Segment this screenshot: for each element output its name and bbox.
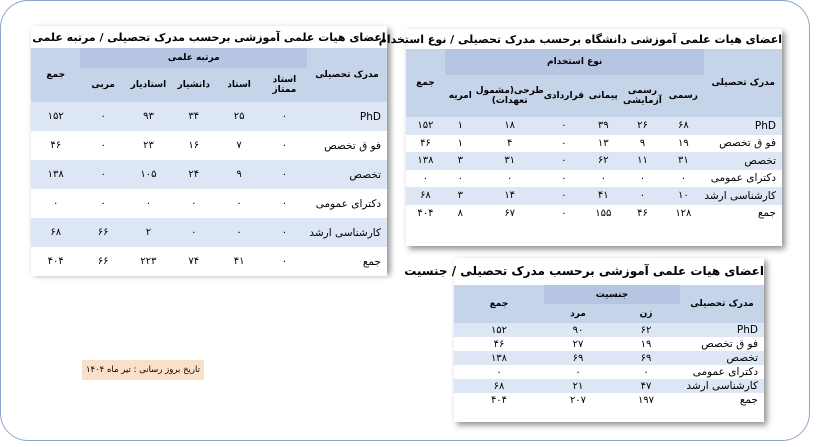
table-cell: ۹۰ — [544, 323, 612, 337]
table-cell: ۰ — [623, 170, 663, 188]
table-cell: ۱ — [445, 135, 476, 153]
table-cell: ۰ — [584, 170, 623, 188]
left-column-header: مربی — [80, 68, 125, 102]
row-total: ۴۶ — [454, 337, 544, 351]
table-cell: ۱۲۸ — [662, 205, 704, 223]
table-cell: ۰ — [80, 102, 125, 131]
table-cell: ۱۰۵ — [126, 160, 171, 189]
table-cell: ۲۷ — [544, 337, 612, 351]
table-cell: ۰ — [80, 160, 125, 189]
table-cell: ۴۶ — [623, 205, 663, 223]
right-column-header: رسمی — [662, 75, 704, 117]
table-cell: ۶۷ — [476, 205, 544, 223]
row-total: ۰ — [454, 365, 544, 379]
rank-table-panel — [31, 26, 387, 272]
row-total: ۴۰۴ — [406, 205, 445, 223]
table-cell: ۰ — [171, 218, 216, 247]
row-label: کارشناسی ارشد — [307, 218, 387, 247]
table-row — [454, 393, 764, 407]
gender-table — [454, 285, 764, 407]
table-cell: ۰ — [126, 189, 171, 218]
row-total: ۱۵۲ — [406, 117, 445, 135]
table-cell: ۹۳ — [126, 102, 171, 131]
rank-group-header: مرتبه علمی — [80, 48, 307, 68]
table-cell: ۰ — [262, 247, 307, 276]
row-label: جمع — [680, 393, 764, 407]
gender-column-header: زن — [612, 304, 680, 323]
table-cell: ۲۰۷ — [544, 393, 612, 407]
table-cell: ۲۴ — [171, 160, 216, 189]
left-column-header: استاد — [216, 68, 261, 102]
table-cell: ۰ — [262, 102, 307, 131]
table-cell: ۶۶ — [80, 218, 125, 247]
table-cell: ۹ — [216, 160, 261, 189]
table-cell: ۰ — [544, 187, 584, 205]
employment-group-header: نوع استخدام — [445, 49, 704, 75]
gender-table-title: اعضای هیات علمی آموزشی برحسب مدرک تحصیلی / جنسیت — [404, 264, 764, 278]
row-label: جمع — [307, 247, 387, 276]
table-cell: ۹ — [623, 135, 663, 153]
row-total: ۴۶ — [31, 131, 80, 160]
row-label: تخصص — [704, 152, 782, 170]
table-cell: ۲۵ — [216, 102, 261, 131]
table-row — [406, 152, 782, 170]
table-cell: ۱۱ — [623, 152, 663, 170]
table-row — [454, 379, 764, 393]
row-total: ۱۳۸ — [454, 351, 544, 365]
table-cell: ۰ — [544, 365, 612, 379]
employment-table — [406, 49, 782, 222]
right-column-header: پیمانی — [584, 75, 623, 117]
table-cell: ۳۱ — [662, 152, 704, 170]
table-cell: ۰ — [262, 131, 307, 160]
table-cell: ۳ — [445, 152, 476, 170]
row-total: ۶۸ — [454, 379, 544, 393]
rank-total-header: جمع — [31, 48, 80, 102]
table-cell: ۲۳ — [126, 131, 171, 160]
table-cell: ۴ — [476, 135, 544, 153]
table-cell: ۰ — [80, 131, 125, 160]
row-total: ۱۵۲ — [454, 323, 544, 337]
row-label: دکترای عمومی — [704, 170, 782, 188]
row-label: PhD — [307, 102, 387, 131]
table-cell: ۰ — [544, 135, 584, 153]
table-cell: ۸ — [445, 205, 476, 223]
table-cell: ۰ — [544, 117, 584, 135]
table-cell: ۰ — [544, 205, 584, 223]
row-total: ۴۰۴ — [454, 393, 544, 407]
table-cell: ۱۶ — [171, 131, 216, 160]
table-cell: ۶۲ — [612, 323, 680, 337]
table-cell: ۱۸ — [476, 117, 544, 135]
table-cell: ۰ — [216, 218, 261, 247]
right-column-header: طرحی(مشمول تعهدات) — [476, 75, 544, 117]
table-cell: ۳۱ — [476, 152, 544, 170]
employment-table-title: اعضای هیات علمی آموزشی دانشگاه برحسب مدرک تحصیلی / نوع استخدام — [378, 33, 782, 46]
gender-total-header: جمع — [454, 285, 544, 323]
table-cell: ۶۸ — [662, 117, 704, 135]
table-row — [454, 365, 764, 379]
table-row — [406, 170, 782, 188]
table-row — [31, 189, 387, 218]
row-total: ۱۳۸ — [31, 160, 80, 189]
employment-table-panel — [378, 29, 782, 246]
row-total: ۶۸ — [31, 218, 80, 247]
table-row — [406, 135, 782, 153]
table-row — [31, 131, 387, 160]
row-label: PhD — [680, 323, 764, 337]
table-row — [31, 160, 387, 189]
left-column-header: استادیار — [126, 68, 171, 102]
table-cell: ۶۶ — [80, 247, 125, 276]
row-total: ۱۵۲ — [31, 102, 80, 131]
table-row — [406, 117, 782, 135]
row-total: ۰ — [31, 189, 80, 218]
table-row — [454, 323, 764, 337]
row-label: دکترای عمومی — [680, 365, 764, 379]
table-cell: ۰ — [262, 189, 307, 218]
table-row — [406, 205, 782, 223]
table-row — [454, 351, 764, 365]
table-cell: ۰ — [80, 189, 125, 218]
rank-table — [31, 48, 387, 276]
row-label: دکترای عمومی — [307, 189, 387, 218]
table-row — [31, 218, 387, 247]
right-column-header: رسمی آزمایشی — [623, 75, 663, 117]
row-label: فو ق تخصص — [307, 131, 387, 160]
table-cell: ۲۶ — [623, 117, 663, 135]
row-label: فو ق تخصص — [680, 337, 764, 351]
table-cell: ۱۹ — [662, 135, 704, 153]
table-cell: ۳ — [445, 187, 476, 205]
table-cell: ۰ — [476, 170, 544, 188]
gender-degree-header: مدرک تحصیلی — [680, 285, 764, 323]
table-cell: ۷ — [216, 131, 261, 160]
table-cell: ۳۴ — [171, 102, 216, 131]
row-label: PhD — [704, 117, 782, 135]
table-cell: ۴۱ — [216, 247, 261, 276]
table-cell: ۱۹۷ — [612, 393, 680, 407]
row-total: ۴۶ — [406, 135, 445, 153]
table-cell: ۰ — [544, 170, 584, 188]
table-row — [31, 247, 387, 276]
right-column-header: قراردادی — [544, 75, 584, 117]
row-label: کارشناسی ارشد — [704, 187, 782, 205]
table-cell: ۶۲ — [584, 152, 623, 170]
left-column-header: استاد ممتاز — [262, 68, 307, 102]
table-cell: ۲۲۳ — [126, 247, 171, 276]
update-date-note: تاریخ بروز رسانی : تیر ماه ۱۴۰۴ — [82, 360, 204, 380]
table-cell: ۶۹ — [544, 351, 612, 365]
table-row — [31, 102, 387, 131]
table-cell: ۰ — [623, 187, 663, 205]
table-row — [454, 337, 764, 351]
right-column-header: امریه — [445, 75, 476, 117]
table-cell: ۱۴ — [476, 187, 544, 205]
table-cell: ۰ — [262, 218, 307, 247]
table-cell: ۲۱ — [544, 379, 612, 393]
gender-table-panel — [404, 258, 764, 422]
table-cell: ۰ — [262, 160, 307, 189]
table-cell: ۰ — [544, 152, 584, 170]
table-cell: ۲ — [126, 218, 171, 247]
row-total: ۱۳۸ — [406, 152, 445, 170]
row-label: تخصص — [680, 351, 764, 365]
row-label: کارشناسی ارشد — [680, 379, 764, 393]
table-cell: ۱ — [445, 117, 476, 135]
table-cell: ۳۹ — [584, 117, 623, 135]
left-column-header: دانشیار — [171, 68, 216, 102]
row-label: تخصص — [307, 160, 387, 189]
table-cell: ۰ — [662, 170, 704, 188]
row-label: جمع — [704, 205, 782, 223]
table-cell: ۴۷ — [612, 379, 680, 393]
table-cell: ۱۵۵ — [584, 205, 623, 223]
table-cell: ۰ — [171, 189, 216, 218]
row-label: فو ق تخصص — [704, 135, 782, 153]
gender-column-header: مرد — [544, 304, 612, 323]
table-cell: ۶۹ — [612, 351, 680, 365]
table-cell: ۱۰ — [662, 187, 704, 205]
row-total: ۰ — [406, 170, 445, 188]
row-total: ۶۸ — [406, 187, 445, 205]
employment-degree-header: مدرک تحصیلی — [704, 49, 782, 117]
gender-group-header: جنسیت — [544, 285, 680, 304]
row-total: ۴۰۴ — [31, 247, 80, 276]
table-cell: ۰ — [216, 189, 261, 218]
table-cell: ۱۳ — [584, 135, 623, 153]
employment-total-header: جمع — [406, 49, 445, 117]
table-cell: ۰ — [445, 170, 476, 188]
rank-table-title: اعضای هیات علمی آموزشی برحسب مدرک تحصیلی / مرتبه علمی — [32, 31, 386, 44]
table-cell: ۷۴ — [171, 247, 216, 276]
table-cell: ۴۱ — [584, 187, 623, 205]
table-cell: ۰ — [612, 365, 680, 379]
table-row — [406, 187, 782, 205]
table-cell: ۱۹ — [612, 337, 680, 351]
rank-degree-header: مدرک تحصیلی — [307, 48, 387, 102]
